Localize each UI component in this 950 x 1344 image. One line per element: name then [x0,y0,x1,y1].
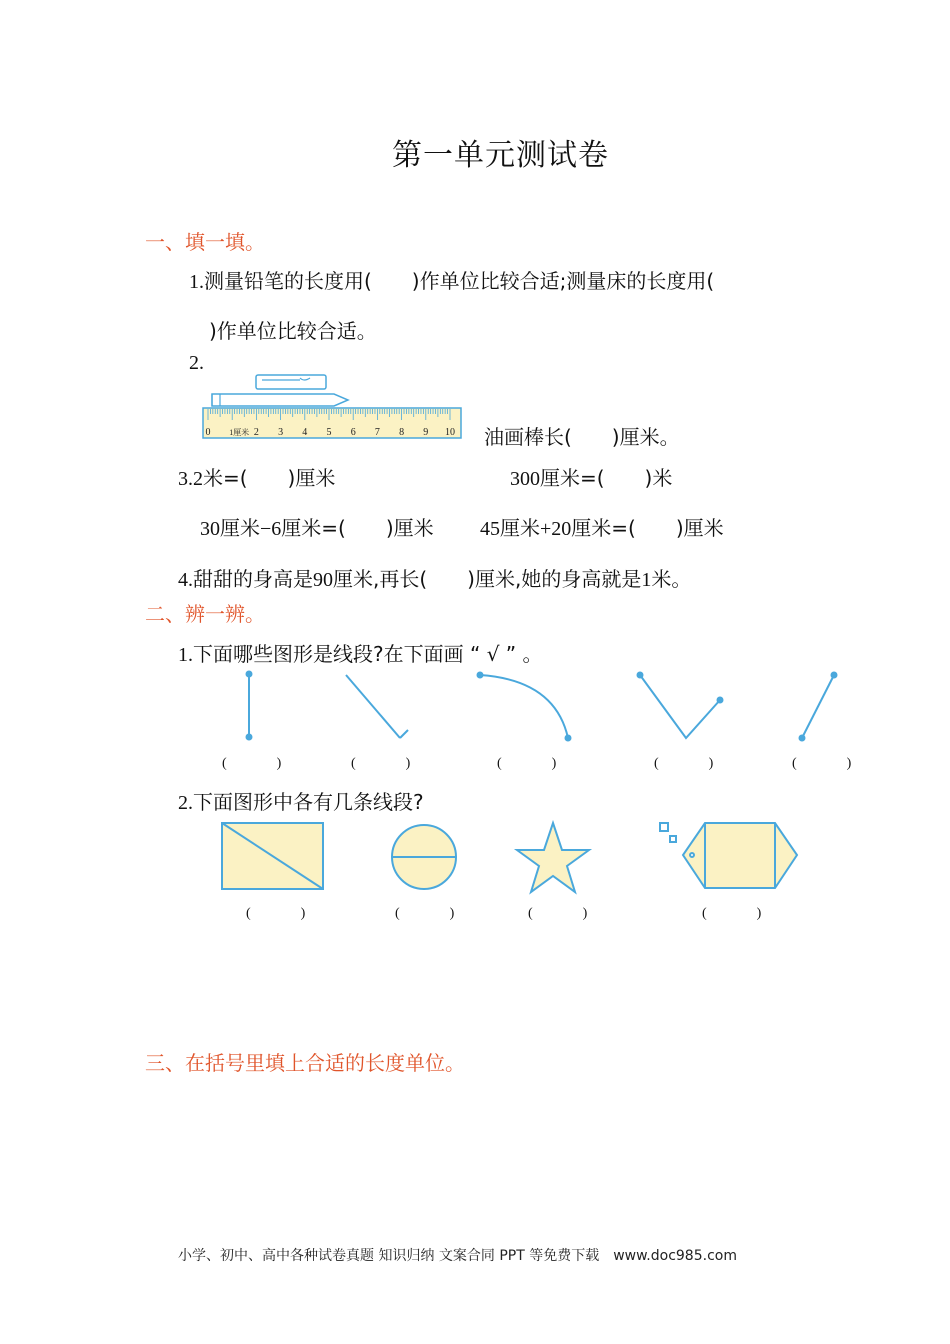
text: 下面哪些图形是线段?在下面画 “ √ ” 。 [193,642,543,666]
text: 下面图形中各有几条线段? [193,790,424,814]
question-number: 4. [178,569,193,591]
question-number: 1. [189,271,204,293]
text: 厘米 [500,516,540,540]
question-3-a [178,462,335,491]
text: 厘米,再长( )厘米,她的身高就是 [333,567,642,591]
ruler-label: 2 [253,427,259,438]
text: 甜甜的身高是 [193,567,313,591]
operator-value: +20 [540,518,572,540]
ruler-label: 0 [205,427,211,438]
answer-paren-8[interactable]: ( ) [528,906,606,921]
ruler-label: 4 [302,427,308,438]
shape-figures [0,815,950,905]
figure-curve [478,673,571,741]
value: 2 [193,468,203,490]
page-title: 第一单元测试卷 [392,138,609,173]
value: 45 [480,518,500,540]
ruler-label: 10 [445,427,455,438]
value: 90 [313,569,333,591]
ruler-label: 5 [326,427,332,438]
ruler-label: 6 [350,427,356,438]
text: 米=( )厘米 [203,466,336,490]
text: 厘米=( )厘米 [281,516,434,540]
operator-value: −6 [260,518,282,540]
question-text: 测量铅笔的长度用( )作单位比较合适;测量床的长度用( [204,269,715,293]
line-figures [0,660,950,760]
question-1-line-2: )作单位比较合适。 [209,319,377,343]
question-3-d [480,512,724,541]
answer-paren-1[interactable]: ( ) [222,756,300,771]
value: 1 [641,569,652,591]
figure-segment-vertical [247,672,252,740]
ruler-label: 9 [423,427,429,438]
text: 厘米=( )米 [540,466,673,490]
figure-star [517,823,589,892]
question-number: 2. [178,792,193,814]
section-2-heading: 二、辨一辨。 [145,602,265,626]
figure-circle-diameter [392,825,456,889]
question-number: 3. [178,468,193,490]
ruler-crayon-figure [200,372,465,442]
answer-paren-5[interactable]: ( ) [792,756,870,771]
ruler-label: 1厘米 [229,428,250,437]
figure-rectangle-diagonal [222,823,323,889]
text: 厘米 [220,516,260,540]
question-number: 1. [178,644,193,666]
section-3-heading: 三、在括号里填上合适的长度单位。 [145,1051,465,1075]
value: 30 [200,518,220,540]
question-2-text: 油画棒长( )厘米。 [484,425,680,449]
answer-paren-6[interactable]: ( ) [246,906,324,921]
figure-fish-hexagon [660,823,797,888]
text: 厘米=( )厘米 [571,516,724,540]
ruler-label: 7 [374,427,380,438]
section-2-question-2 [178,786,424,815]
answer-paren-2[interactable]: ( ) [351,756,429,771]
question-3-b [510,462,672,491]
question-1-line-1 [189,265,714,294]
answer-paren-4[interactable]: ( ) [654,756,732,771]
ruler-label: 8 [399,427,405,438]
answer-paren-7[interactable]: ( ) [395,906,473,921]
question-3-c [200,512,434,541]
value: 300 [510,468,540,490]
crayon-icon [212,375,348,406]
answer-paren-3[interactable]: ( ) [497,756,575,771]
figure-segment-slanted [800,673,837,741]
question-2-number: 2. [189,352,204,374]
ruler-label: 3 [278,427,284,438]
figure-angle [638,673,723,739]
text: 米。 [651,567,692,591]
figure-ray-diagonal [346,675,408,738]
section-1-heading: 一、填一填。 [145,230,265,254]
answer-paren-9[interactable]: ( ) [702,906,780,921]
footer-text: 小学、初中、高中各种试卷真题 知识归纳 文案合同 PPT 等免费下载 www.doc985.com [178,1248,737,1264]
question-4 [178,563,691,592]
ruler-icon [203,408,461,438]
